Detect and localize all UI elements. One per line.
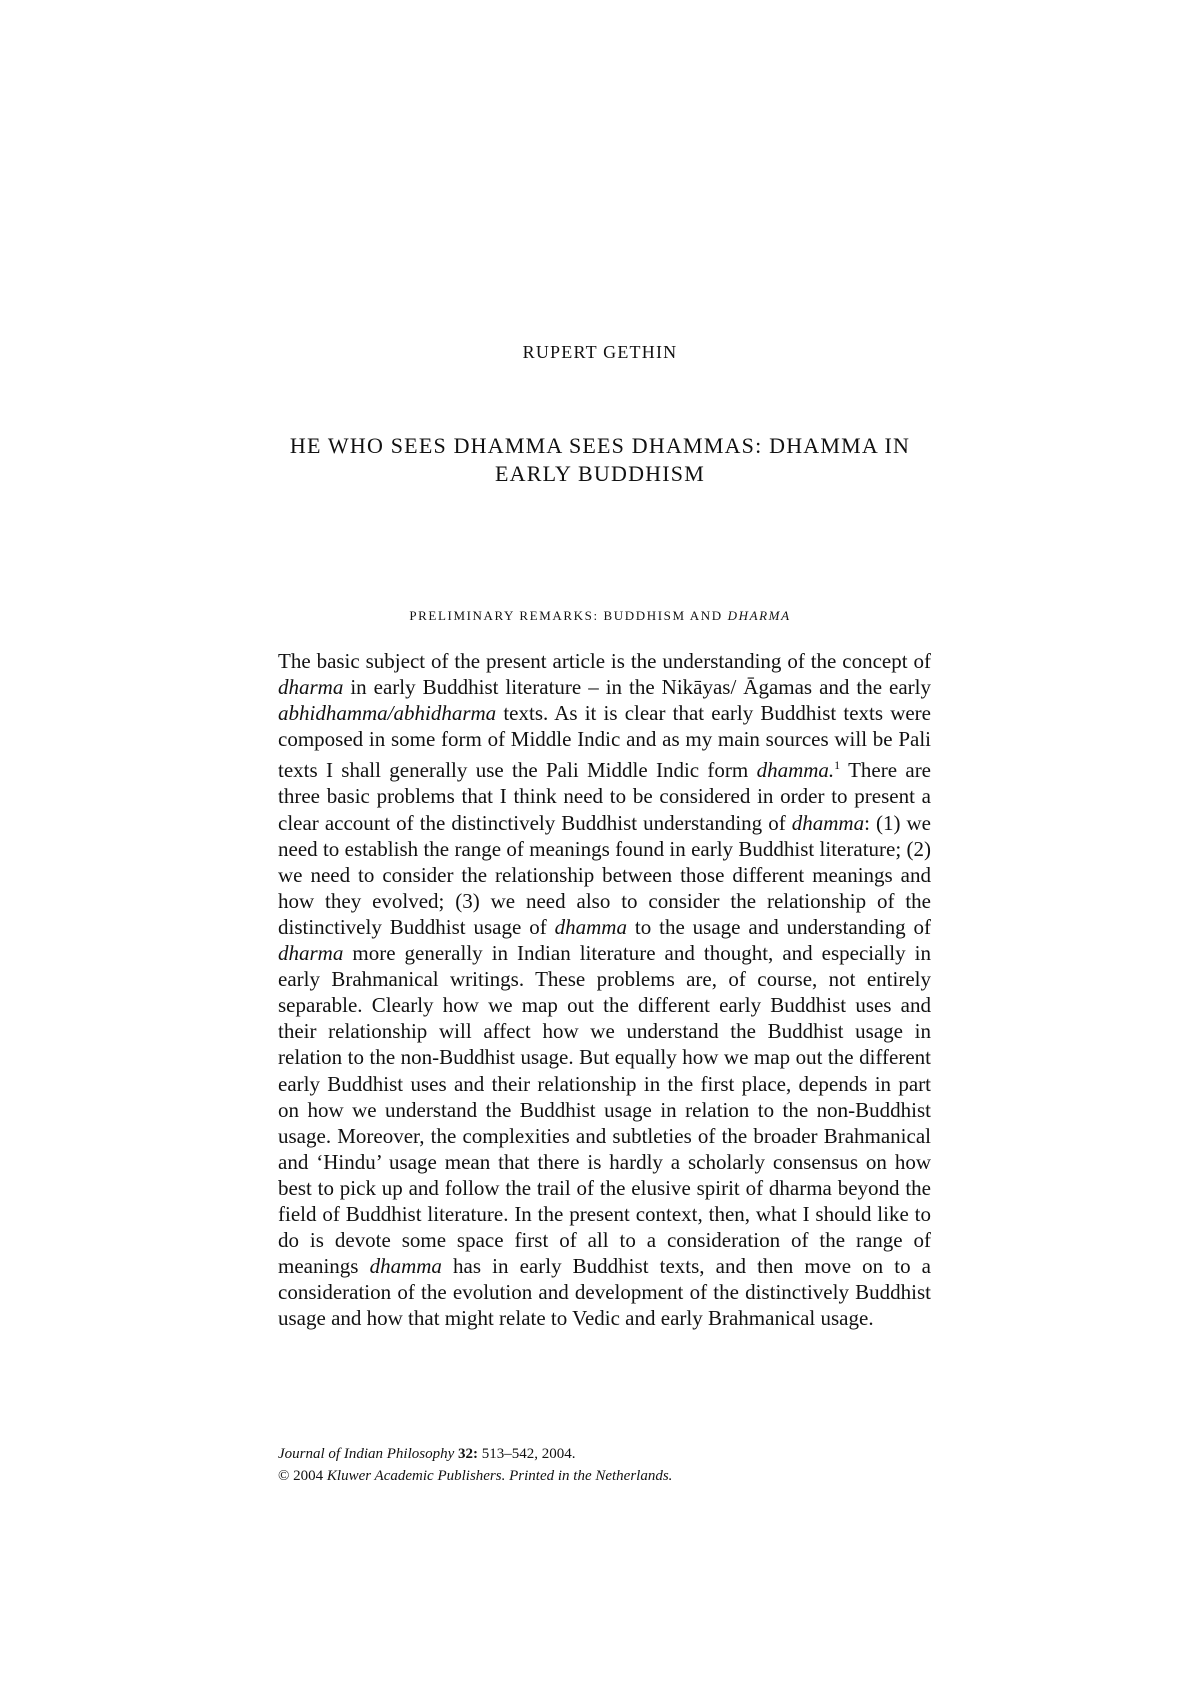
publisher-info: Kluwer Academic Publishers. Printed in the Netherlands. (326, 1468, 673, 1484)
text-run: more generally in Indian literature and thought, and especially in early Brahmanical writings. These problems are, of course, not entirely separable. Clearly how we map out the different early Buddhist uses and their relationship will affect how we understand the Buddhist usage in relation to the non-Buddhist usage. But equally how we map out the different early Buddhist uses and their relationship in the first place, depends in part on how we understand the Buddhist usage in relation to the non-Buddhist usage. Moreover, the complexities and subtleties of the broader Brahmanical and ‘Hindu’ usage mean that there is hardly a scholarly consensus on how best to pick up and follow the trail of the elusive spirit of dharma beyond the field of Buddhist literature. In the present context, then, what I should like to do is devote some space first of all to a consideration of the range of meanings (278, 941, 931, 1279)
italic-term: dhamma. (756, 758, 835, 783)
journal-pages: 513–542, 2004. (481, 1446, 576, 1462)
copyright-line (278, 1465, 938, 1487)
text-run: in early Buddhist literature – in the Nikāyas/ Āgamas and the early (343, 675, 931, 700)
text-run: texts. As it is clear that early Buddhist texts were composed in some form of Middle Indic and as my main sources will be Pali texts I shall generally use the Pali Middle Indic form (278, 701, 931, 783)
section-heading-italic: DHARMA (727, 608, 791, 623)
body-paragraph (278, 648, 931, 1331)
section-heading-text: PRELIMINARY REMARKS: BUDDHISM AND (409, 608, 728, 623)
section-heading (0, 608, 1200, 624)
text-run: There are three basic problems that I think need to be considered in order to present a clear account of the distinctively Buddhist understanding of (278, 758, 932, 835)
footer (278, 1443, 938, 1487)
article-title-line-2: EARLY BUDDHISM (495, 461, 705, 486)
italic-term: dharma (278, 675, 344, 700)
text-run: has in early Buddhist texts, and then move on to a consideration of the evolution and development of the distinctively Buddhist usage and how that might relate to Vedic and early Brahmanical usage. (278, 1254, 931, 1331)
footnote-marker: 1 (834, 758, 841, 773)
italic-term: dhamma (554, 914, 627, 939)
author-name: RUPERT GETHIN (522, 342, 678, 362)
article-title (0, 432, 1200, 488)
text-run: to the usage and understanding of (626, 914, 931, 939)
italic-term: dhamma (369, 1254, 442, 1279)
journal-name: Journal of Indian Philosophy (278, 1446, 455, 1462)
article-title-line-1: HE WHO SEES DHAMMA SEES DHAMMAS: DHAMMA IN (289, 433, 911, 458)
italic-term: dhamma (791, 810, 865, 835)
journal-volume: 32: (458, 1446, 478, 1462)
italic-term: abhidhamma/abhidharma (278, 701, 497, 726)
body-text (278, 648, 931, 1331)
copyright-year: © 2004 (278, 1468, 324, 1484)
italic-term: dharma (278, 941, 344, 966)
text-run: : (1) we need to establish the range of meanings found in early Buddhist literature; (2) we need to consider the relationship between those different meanings and how they evolved; (3) we need also to consider the relationship of the distinctively Buddhist usage of (278, 810, 931, 939)
text-run: The basic subject of the present article is the understanding of the concept of (278, 649, 931, 673)
journal-citation (278, 1443, 938, 1465)
